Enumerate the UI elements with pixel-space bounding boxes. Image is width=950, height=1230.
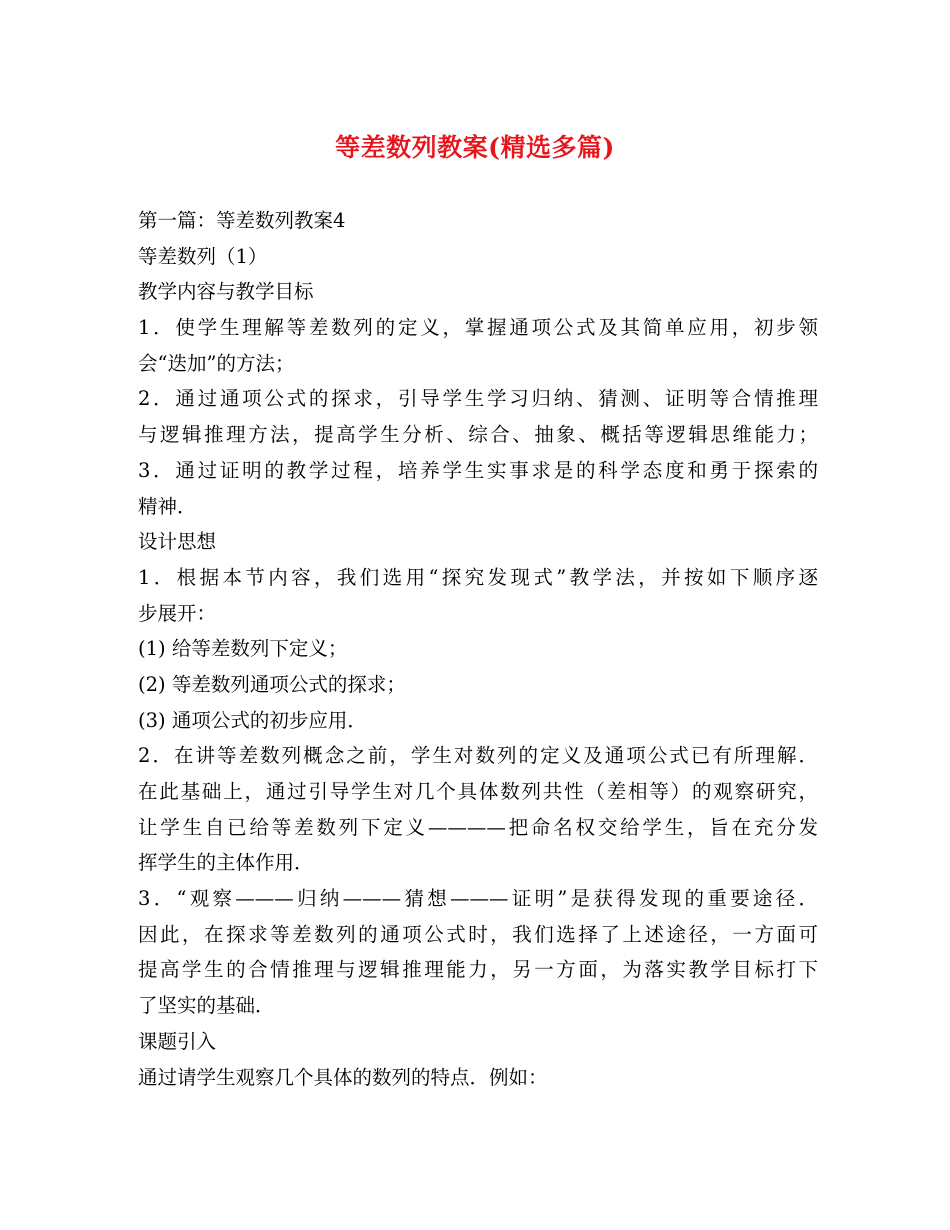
paragraph-line: 挥学生的主体作用．: [138, 851, 314, 875]
section-heading: 第一篇：等差数列教案4: [138, 209, 346, 232]
list-item: (1) 给等差数列下定义；: [138, 637, 348, 661]
list-item: (2) 等差数列通项公式的探求；: [138, 672, 406, 696]
paragraph-line: 精神．: [138, 494, 197, 518]
paragraph-line: 步展开：: [138, 601, 217, 625]
paragraph-line: 1．使学生理解等差数列的定义，掌握通项公式及其简单应用，初步领: [138, 316, 818, 340]
document-title: 等差数列教案(精选多篇): [335, 133, 615, 162]
paragraph-line: 3．“观察———归纳———猜想———证明”是获得发现的重要途径．: [138, 887, 818, 911]
section-label: 设计思想: [138, 530, 217, 554]
section-label: 课题引入: [138, 1029, 217, 1053]
paragraph-line: 因此，在探求等差数列的通项公式时，我们选择了上述途径，一方面可: [138, 922, 818, 946]
paragraph-line: 1．根据本节内容，我们选用“探究发现式”教学法，并按如下顺序逐: [138, 565, 818, 589]
section-label: 教学内容与教学目标: [138, 280, 314, 304]
paragraph-line: 3．通过证明的教学过程，培养学生实事求是的科学态度和勇于探索的: [138, 458, 818, 482]
paragraph-line: 2．在讲等差数列概念之前，学生对数列的定义及通项公式已有所理解．: [138, 744, 818, 768]
paragraph-line: 会“迭加”的方法；: [138, 351, 295, 375]
paragraph-line: 通过请学生观察几个具体的数列的特点．例如：: [138, 1065, 548, 1089]
subsection-heading: 等差数列（1）: [138, 244, 268, 268]
document-body: [138, 203, 818, 1095]
list-item: (3) 通项公式的初步应用．: [138, 708, 367, 732]
paragraph-line: 与逻辑推理方法，提高学生分析、综合、抽象、概括等逻辑思维能力；: [138, 423, 818, 447]
paragraph-line: 2．通过通项公式的探求，引导学生学习归纳、猜测、证明等合情推理: [138, 387, 818, 411]
paragraph-line: 在此基础上，通过引导学生对几个具体数列共性（差相等）的观察研究，: [138, 780, 818, 803]
paragraph-line: 了坚实的基础．: [138, 994, 275, 1018]
paragraph-line: 提高学生的合情推理与逻辑推理能力，另一方面，为落实教学目标打下: [138, 958, 818, 982]
paragraph-line: 让学生自已给等差数列下定义————把命名权交给学生，旨在充分发: [138, 815, 818, 839]
